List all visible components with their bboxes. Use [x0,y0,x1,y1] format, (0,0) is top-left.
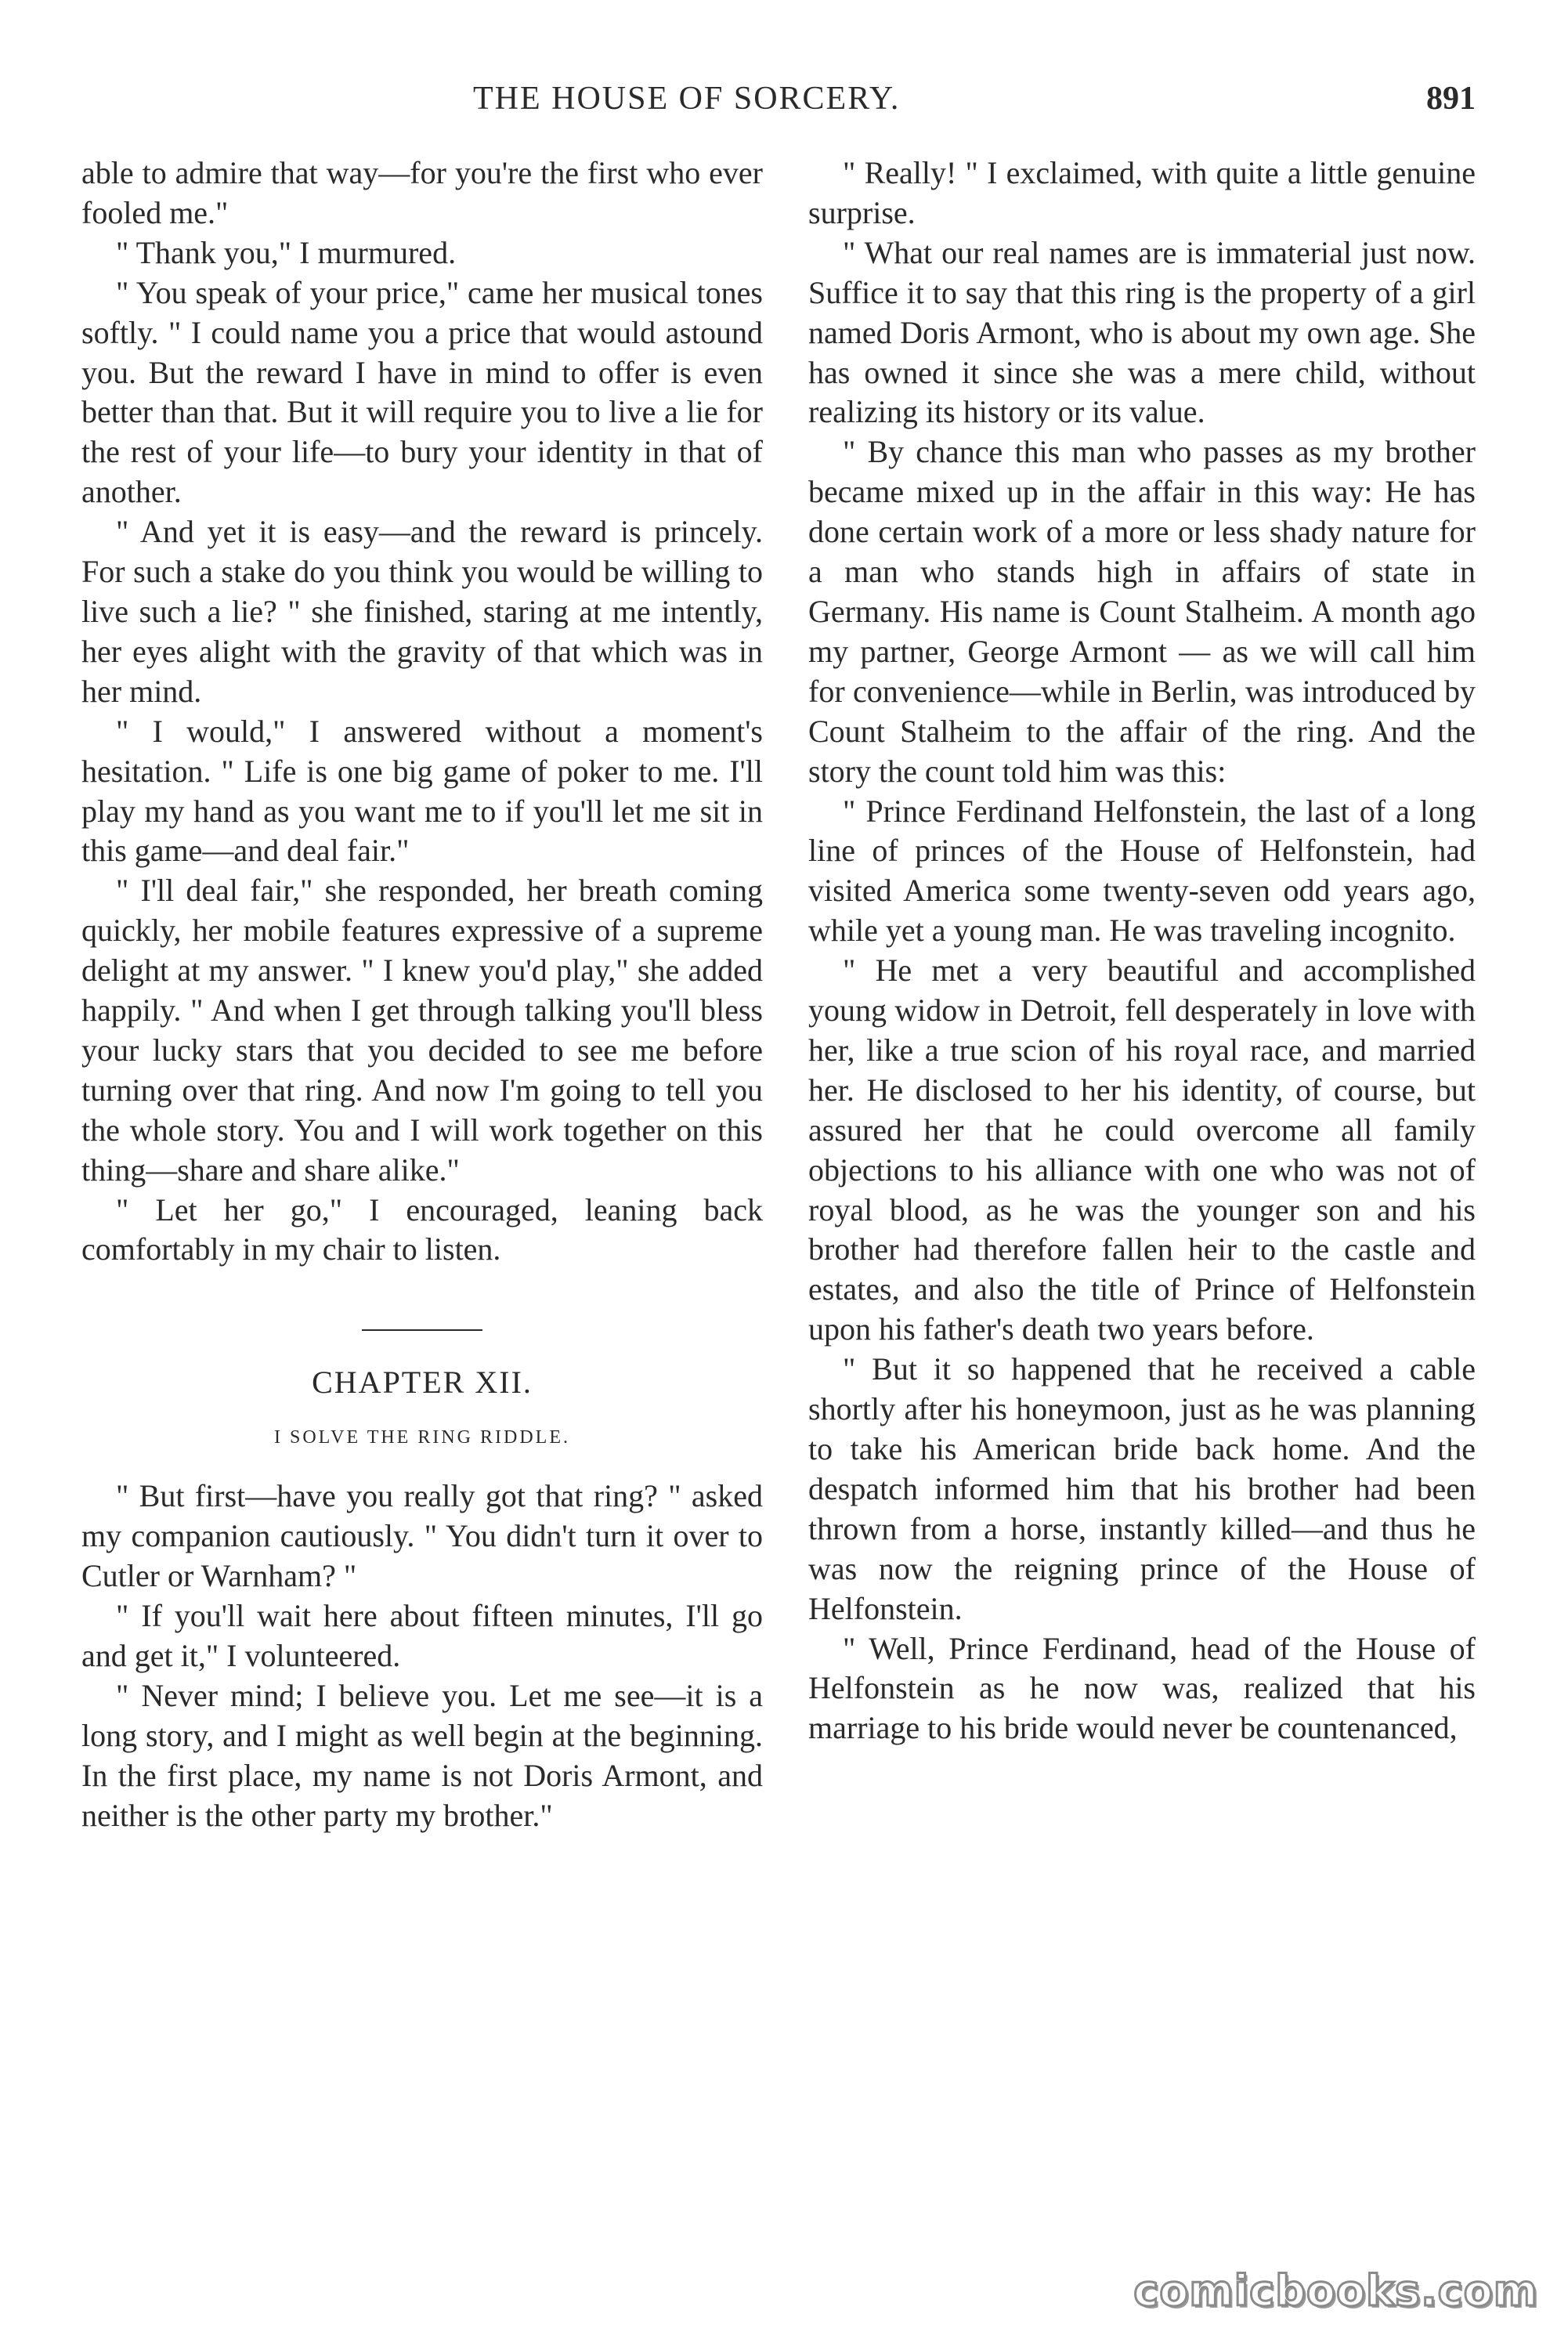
running-head [81,75,1476,122]
section-divider [362,1329,482,1331]
paragraph: " I'll deal fair," she responded, her breath coming quickly, her mobile features expressive of a supreme delight at my answer. " I knew you'd play," she added happily. " And when I get through talking you'll bless your lucky stars that you decided to see me before turning over that ring. And now I'm going to tell you the whole story. You and I will work together on this thing—share and share alike." [81,873,763,1188]
paragraph: " Really! " I exclaimed, with quite a little genuine surprise. [808,155,1476,230]
page-number: 891 [1426,81,1476,117]
paragraph: " He met a very beautiful and accomplished young widow in Detroit, fell desperately in love with her, like a true scion of his royal race, and married her. He disclosed to her his identity, of course, but assured her that he could overcome all family objections to his alliance with one who was not of royal blood, as he was the younger son and his brother had therefore fallen heir to the castle and estates, and also the title of Prince of Helfonstein upon his father's death two years before. [808,953,1476,1347]
paragraph: " Never mind; I believe you. Let me see—it is a long story, and I might as well begin at the beginning. In the first place, my name is not Doris Armont, and neither is the other party my brother." [81,1677,763,1833]
paragraph: " And yet it is easy—and the reward is princely. For such a stake do you think you would be willing to live such a lie? " she finished, staring at me intently, her eyes alight with the gravity of that which was in her mind. [81,514,763,709]
chapter-subtitle: I SOLVE THE RING RIDDLE. [274,1427,570,1448]
paragraph: able to admire that way—for you're the first who ever fooled me." [81,155,763,230]
left-column [81,154,763,1836]
paragraph: " You speak of your price," came her musical tones softly. " I could name you a price that would astound you. But the reward I have in mind to offer is even better than that. But it will require you to live a lie for the rest of your life—to bury your identity in that of another. [81,274,763,510]
running-title: THE HOUSE OF SORCERY. [473,81,901,117]
paragraph: " But first—have you really got that ring? " asked my companion cautiously. " You didn't turn it over to Cutler or Warnham? " [81,1478,763,1594]
paragraph: " Well, Prince Ferdinand, head of the House of Helfonstein as he now was, realized that his marriage to his bride would never be countenanced, [808,1630,1476,1746]
paragraph: " Prince Ferdinand Helfonstein, the last of a long line of princes of the House of Helfonstein, had visited America some twenty-seven odd years ago, while yet a young man. He was traveling incognito. [808,793,1476,949]
paragraph: " If you'll wait here about fifteen minutes, I'll go and get it," I volunteered. [81,1598,763,1673]
paragraph: " Thank you," I murmured. [116,234,457,270]
watermark-logo: comicbooks.com [1133,2266,1538,2316]
paragraph: " What our real names are is immaterial just now. Suffice it to say that this ring is the property of a girl named Doris Armont, who is about my own age. She has owned it since she was a mere child, without realizing its history or its value. [808,234,1476,430]
paragraph: " I would," I answered without a moment's hesitation. " Life is one big game of poker to me. I'll play my hand as you want me to if you'll let me sit in this game—and deal fair." [81,713,763,869]
paragraph: " Let her go," I encouraged, leaning back comfortably in my chair to listen. [81,1191,763,1267]
right-column [808,154,1476,1748]
paragraph: " But it so happened that he received a cable shortly after his honeymoon, just as he was planning to take his American bride back home. And the despatch informed him that his brother had been thrown from a horse, instantly killed—and thus he was now the reigning prince of the House of Helfonstein. [808,1351,1476,1626]
chapter-title: CHAPTER XII. [312,1365,533,1401]
paragraph: " By chance this man who passes as my brother became mixed up in the affair in this way: He has done certain work of a more or less shady nature for a man who stands high in affairs of state in Germany. His name is Count Stalheim. A month ago my partner, George Armont — as we will call him for convenience—while in Berlin, was introduced by Count Stalheim to the affair of the ring. And the story the count told him was this: [808,434,1476,789]
